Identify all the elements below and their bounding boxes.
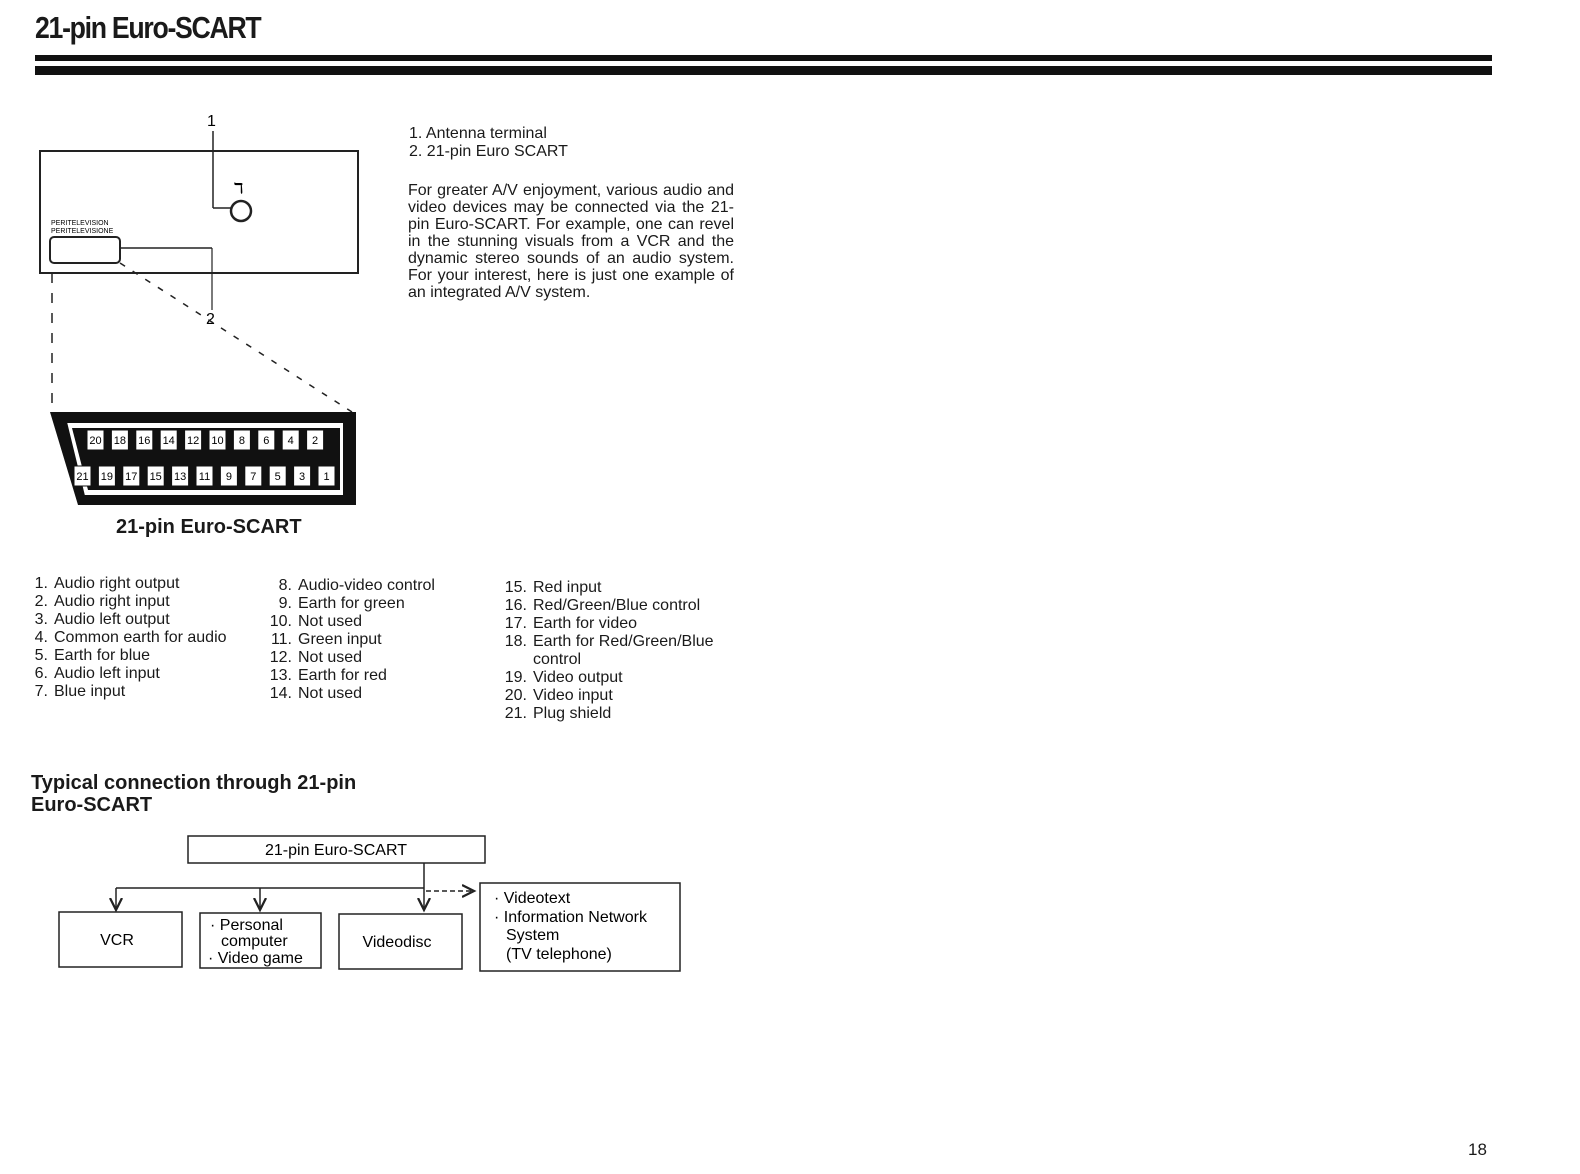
- pin-item: [501, 705, 733, 723]
- pin-number: 11.: [270, 631, 292, 648]
- pin-label: Red input: [533, 579, 602, 596]
- connector-pin-number: 1: [323, 471, 330, 483]
- connector-bottom-row: [74, 466, 335, 486]
- connector-pin: [258, 430, 275, 450]
- vcr-label: VCR: [100, 932, 134, 949]
- ext-label-4: (TV telephone): [506, 946, 612, 963]
- connection-diagram: [0, 820, 760, 990]
- connector-pin-number: 10: [211, 435, 224, 447]
- pc-label-1: · Personal: [210, 917, 283, 934]
- callout-legend: [409, 125, 568, 161]
- pin-label: Plug shield: [533, 705, 612, 722]
- connector-pin-number: 18: [113, 435, 127, 447]
- pin-label: Audio right input: [54, 593, 170, 610]
- connector-pin-number: 21: [76, 471, 89, 483]
- pin-label: Not used: [298, 685, 363, 702]
- pin-label: Audio-video control: [298, 577, 435, 594]
- connector-pin-number: 13: [173, 471, 187, 483]
- callout-num: 1.: [409, 125, 423, 142]
- pc-label-3: · Video game: [208, 950, 303, 967]
- pin-item: [266, 613, 435, 631]
- connector-pin-number: 2: [312, 435, 319, 447]
- connector-pin-number: 14: [162, 435, 175, 447]
- pin-label: Video output: [533, 669, 623, 686]
- callout-item: [409, 125, 568, 143]
- connector-pin: [294, 466, 311, 486]
- pin-number: 21.: [504, 705, 527, 722]
- connector-pin-number: 20: [89, 435, 102, 447]
- pin-item: [30, 647, 227, 665]
- pin-item: [501, 597, 733, 615]
- antenna-symbol-icon: ℸ: [234, 182, 244, 197]
- connector-pin: [172, 466, 189, 486]
- typical-connection-heading: Typical connection through 21-pin Euro-SCART: [31, 772, 357, 816]
- pin-label: Not used: [298, 649, 363, 666]
- connector-caption: 21-pin Euro-SCART: [116, 516, 302, 538]
- pin-label: Earth for green: [298, 595, 405, 612]
- pin-item: [266, 577, 435, 595]
- ext-label-1: · Videotext: [494, 890, 571, 907]
- connector-pin: [209, 430, 226, 450]
- pin-label: Green input: [298, 631, 382, 648]
- ext-label-2: · Information Network: [494, 909, 647, 926]
- pin-number: 20.: [504, 687, 527, 704]
- connector-pin-number: 7: [250, 471, 257, 483]
- pin-item: [30, 629, 227, 647]
- pin-label: Audio left input: [54, 665, 160, 682]
- connector-pin: [307, 430, 324, 450]
- pin-label: Not used: [298, 613, 363, 630]
- connector-pin-number: 4: [287, 435, 294, 447]
- pin-number: 15.: [504, 579, 527, 596]
- pin-item: [501, 633, 733, 669]
- connector-pin-number: 5: [274, 471, 281, 483]
- pin-number: 1.: [34, 575, 48, 592]
- pin-label: Earth for blue: [54, 647, 151, 664]
- pin-item: [30, 665, 227, 683]
- antenna-terminal-icon: [231, 201, 251, 221]
- connector-pin-number: 12: [186, 435, 200, 447]
- callout-1-label: 1: [207, 113, 216, 130]
- pin-item: [30, 611, 227, 629]
- hub-label: 21-pin Euro-SCART: [265, 842, 407, 859]
- connector-pin: [136, 430, 153, 450]
- connector-pin-number: 16: [138, 435, 151, 447]
- callout-num: 2.: [409, 143, 423, 160]
- pin-number: 6.: [34, 665, 48, 682]
- connector-pin-number: 11: [198, 471, 211, 483]
- connector-pin: [98, 466, 115, 486]
- pin-item: [501, 687, 733, 705]
- pin-number: 19.: [504, 669, 527, 686]
- tv-rear-panel: [40, 151, 358, 273]
- connector-pin: [74, 466, 91, 486]
- connector-pin: [147, 466, 164, 486]
- pin-number: 14.: [269, 685, 292, 702]
- scart-socket-outline: [50, 237, 120, 263]
- pin-number: 8.: [278, 577, 292, 594]
- connector-pin: [269, 466, 286, 486]
- connector-pin-number: 6: [263, 435, 270, 447]
- connector-pin: [282, 430, 299, 450]
- page-title: 21-pin Euro-SCART: [35, 10, 261, 45]
- pin-number: 5.: [34, 647, 48, 664]
- pin-item: [266, 649, 435, 667]
- peritel-label-2: PERITELEVISIONE: [51, 228, 114, 235]
- callout-label: 21-pin Euro SCART: [426, 143, 568, 160]
- pin-list-column-2: [266, 577, 435, 703]
- pin-number: 13.: [269, 667, 292, 684]
- pin-number: 17.: [504, 615, 527, 632]
- pin-item: [30, 575, 227, 593]
- connector-pin: [233, 430, 250, 450]
- pin-label: Earth for red: [298, 667, 387, 684]
- pin-number: 10.: [269, 613, 292, 630]
- connector-pin-number: 3: [299, 471, 306, 483]
- pin-label: Common earth for audio: [54, 629, 227, 646]
- pin-list-column-1: [30, 575, 227, 701]
- pin-item: [266, 595, 435, 613]
- pin-label: Video input: [533, 687, 613, 704]
- peritel-label-1: PERITELEVISION: [51, 220, 109, 227]
- connector-pin-number: 17: [125, 471, 138, 483]
- connector-pin: [87, 430, 104, 450]
- pin-number: 2.: [34, 593, 48, 610]
- pin-number: 18.: [504, 633, 527, 650]
- connector-pin: [318, 466, 335, 486]
- connector-pin: [245, 466, 262, 486]
- pin-list-column-3: [501, 579, 733, 723]
- pin-number: 12.: [269, 649, 292, 666]
- pin-label: Blue input: [54, 683, 126, 700]
- connector-pin-number: 15: [149, 471, 162, 483]
- callout-label: Antenna terminal: [425, 125, 547, 142]
- pin-label: Red/Green/Blue control: [533, 597, 701, 614]
- pin-label: Audio right output: [54, 575, 180, 592]
- pin-item: [501, 579, 733, 597]
- pin-label: Earth for Red/Green/Blue control: [533, 633, 714, 668]
- pin-number: 9.: [278, 595, 292, 612]
- pc-label-2: computer: [221, 933, 288, 950]
- pin-item: [30, 593, 227, 611]
- connector-pin: [111, 430, 128, 450]
- pin-label: Earth for video: [533, 615, 638, 632]
- connector-pin: [123, 466, 140, 486]
- connector-pin: [220, 466, 237, 486]
- connector-pin-number: 8: [238, 435, 245, 447]
- pin-number: 3.: [34, 611, 48, 628]
- connector-pin: [185, 430, 202, 450]
- videodisc-label: Videodisc: [362, 934, 432, 951]
- connector-pin: [160, 430, 177, 450]
- pin-number: 16.: [504, 597, 527, 614]
- pin-item: [266, 667, 435, 685]
- pin-number: 7.: [34, 683, 48, 700]
- ext-label-3: System: [506, 927, 560, 944]
- callout-2-label: 2: [206, 311, 215, 328]
- connector-pin-number: 19: [100, 471, 114, 483]
- connector-pin: [196, 466, 213, 486]
- pin-number: 4.: [34, 629, 48, 646]
- pin-item: [266, 685, 435, 703]
- pin-item: [501, 615, 733, 633]
- pin-item: [30, 683, 227, 701]
- page-number: 18: [1468, 1140, 1487, 1159]
- pin-item: [501, 669, 733, 687]
- intro-paragraph: For greater A/V enjoyment, various audio and video devices may be connected via the 21- pin Euro-SCART. For example, one can revel in the stunning visuals from a VCR and the dynamic stereo sounds of an audio system. For your interest, here is just one example of an integrated A/V system.: [408, 182, 734, 301]
- pin-item: [266, 631, 435, 649]
- connector-pin-number: 9: [225, 471, 232, 483]
- pin-label: Audio left output: [54, 611, 170, 628]
- callout-item: [409, 143, 568, 161]
